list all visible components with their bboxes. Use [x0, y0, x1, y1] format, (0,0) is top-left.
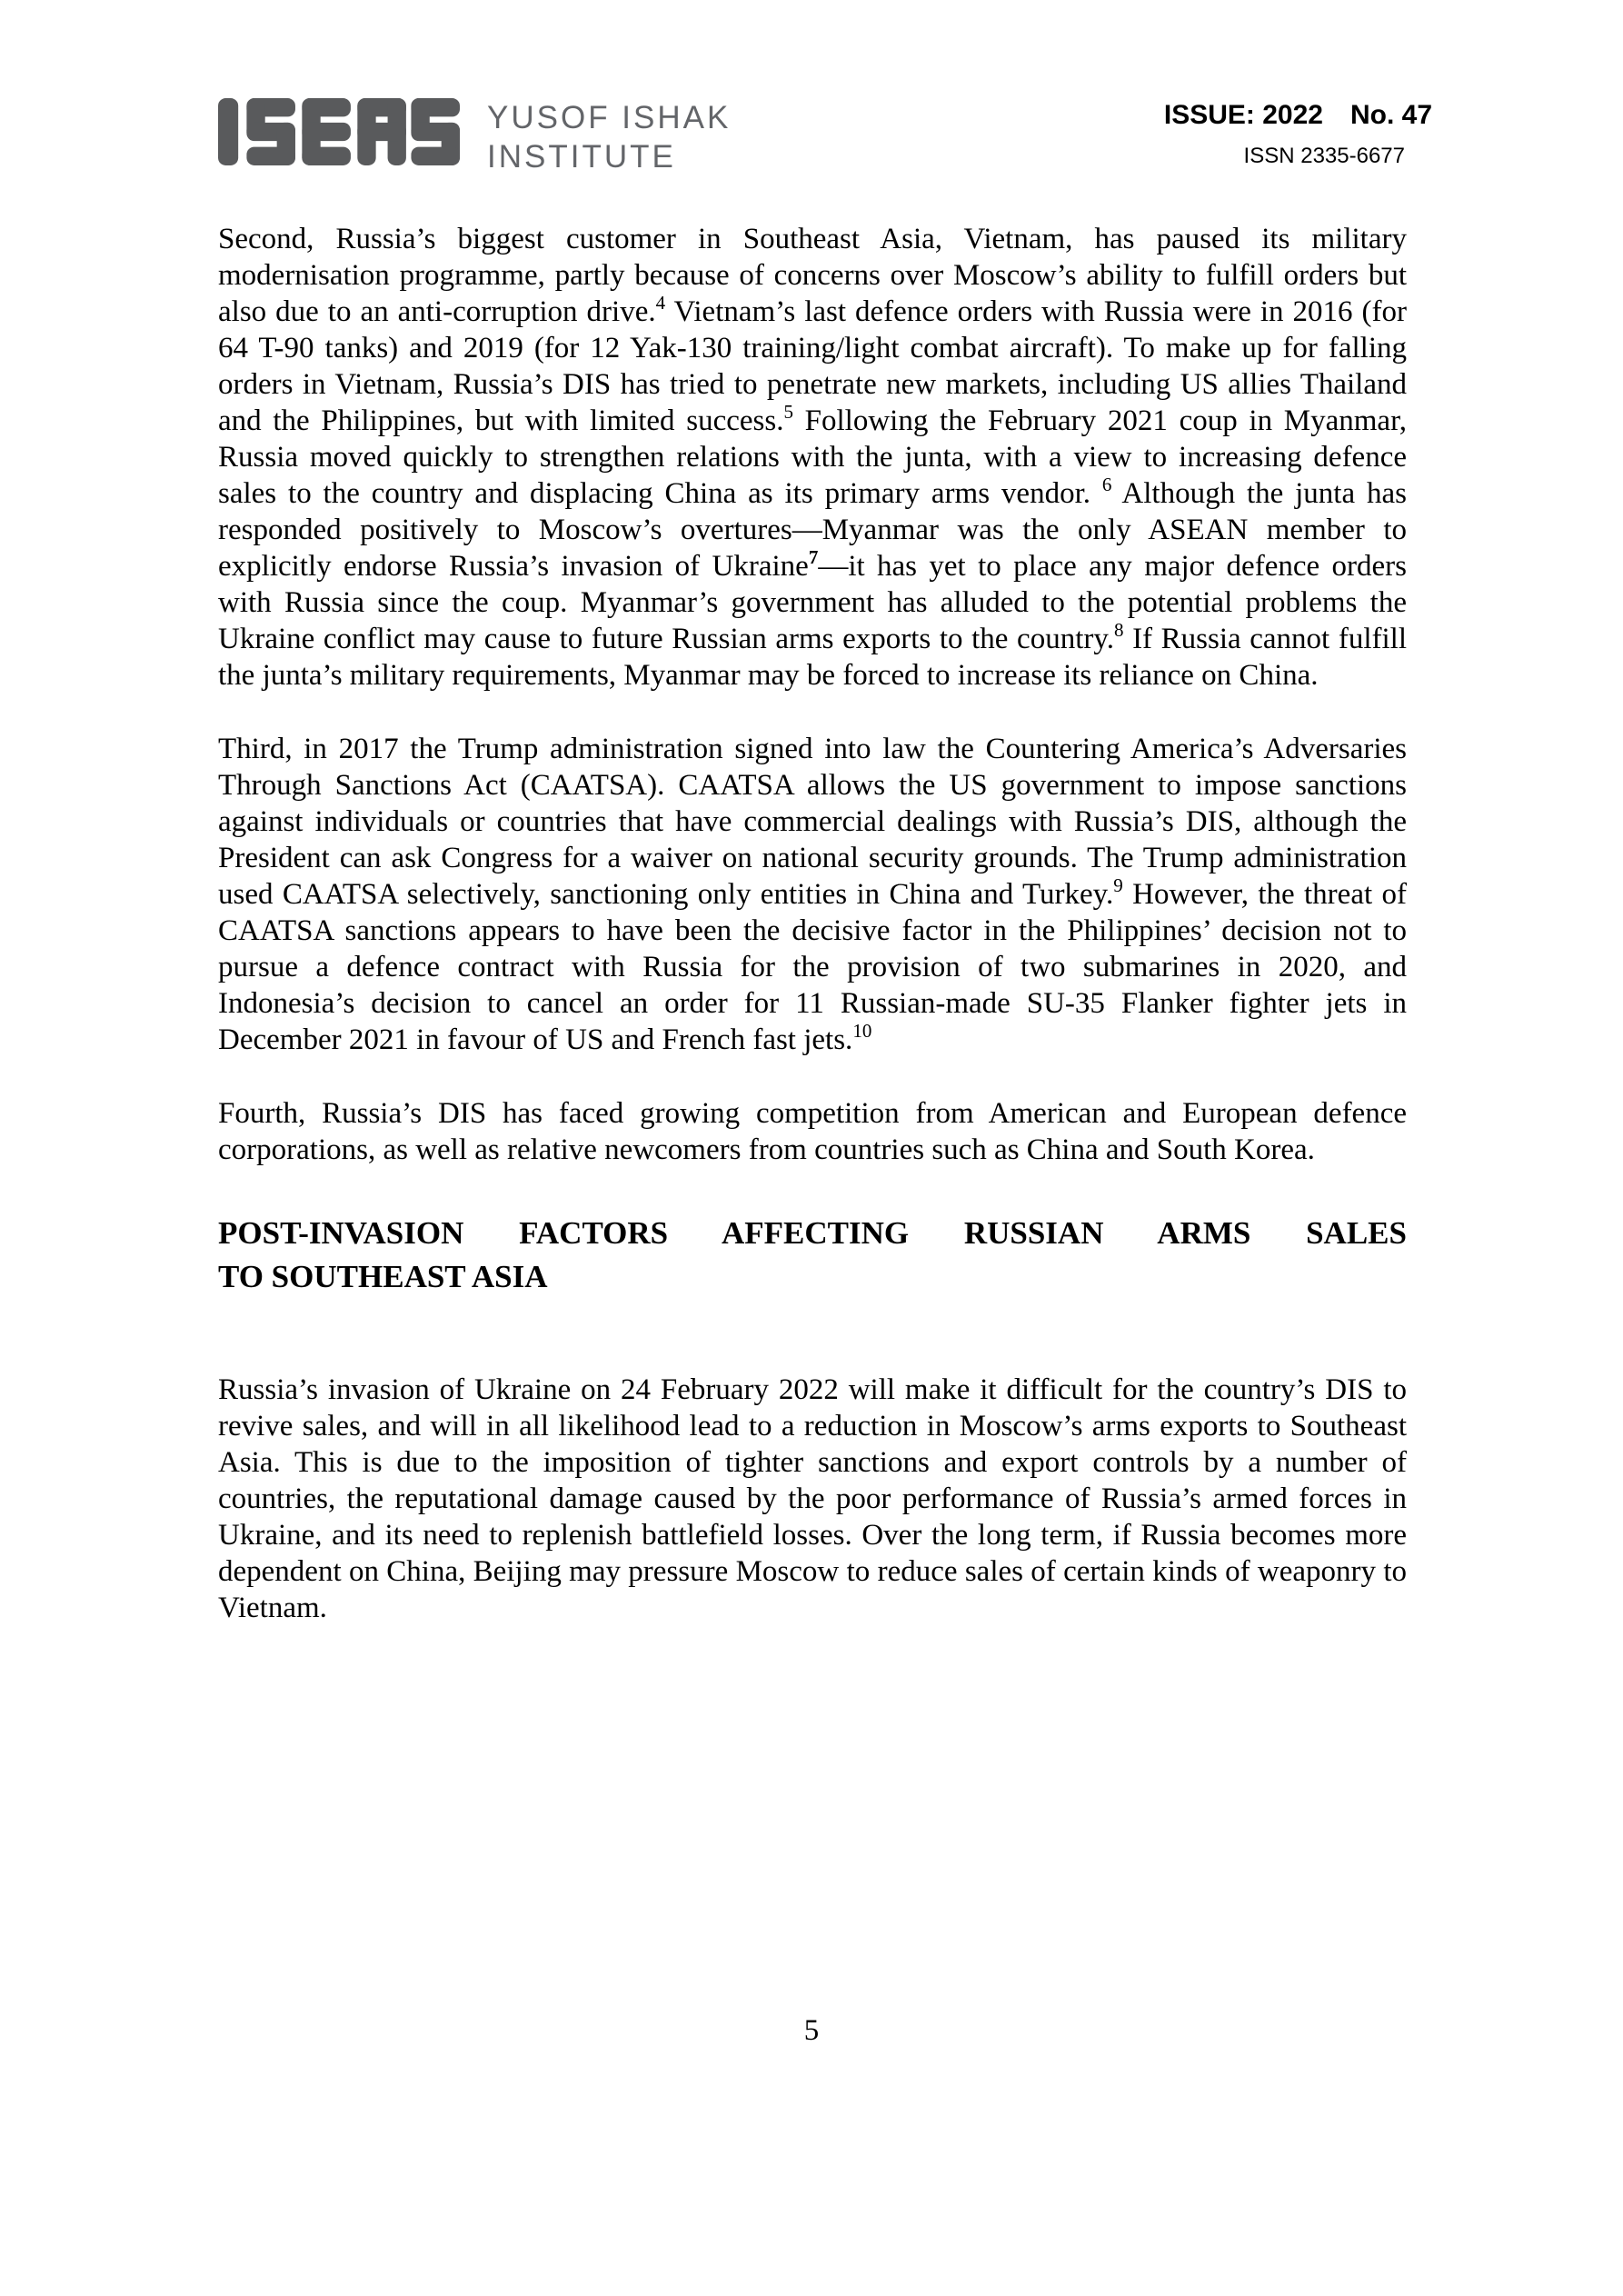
footnote-reference: 8 — [1113, 619, 1124, 641]
body-paragraph: Second, Russia’s biggest customer in Southeast Asia, Vietnam, has paused its military modernisation programme, partly because of concerns over Moscow’s ability to fulfill orders but also due to an anti-corruption drive.$^4$ Vietnam’s last defence orders with Russia were in 2016 (for 64 T-90 tanks) and 2019 (for 12 Yak-130 training/light combat aircraft). To make up for falling orders in Vietnam, Russia’s DIS has tried to penetrate new markets, including US allies Thailand and the Philippines, but with limited success.$^5$ Following the February 2021 coup in Myanmar, Russia moved quickly to strengthen relations with the junta, with a view to increasing defence sales to the country and displacing China as its primary arms vendor. $^6$ Although the junta has responded positively to Moscow’s overtures—Myanmar was the only ASEAN member to explicitly endorse Russia’s invasion of Ukraine$^7$—it has yet to place any major defence orders with Russia since the coup. Myanmar’s government has alluded to the potential problems the Ukraine conflict may cause to future Russian arms exports to the country.$^8$ If Russia cannot fulfill the junta’s military requirements, Myanmar may be forced to increase its reliance on China. — [218, 223, 1407, 692]
institute-name-line2: INSTITUTE — [487, 139, 676, 175]
issue-line — [1164, 100, 1432, 131]
section-heading-line1: POST-INVASION FACTORS AFFECTING RUSSIAN ARMS SALES — [218, 1215, 1407, 1251]
page-header — [218, 96, 1432, 176]
section-heading-line2: TO SOUTHEAST ASIA — [218, 1259, 548, 1294]
iseas-logo — [218, 96, 731, 176]
footnote-reference: 4 — [655, 292, 666, 314]
issue-label: ISSUE: 2022 — [1163, 100, 1323, 130]
issn-number: ISSN 2335-6677 — [1243, 144, 1405, 168]
body-paragraph: Third, in 2017 the Trump administration signed into law the Countering America’s Adversaries Through Sanctions Act (CAATSA). CAATSA allows the US government to impose sanctions against individuals or countries that have commercial dealings with Russia’s DIS, although the President can ask Congress for a waiver on national security grounds. The Trump administration used CAATSA selectively, sanctioning only entities in China and Turkey.$^9$ However, the threat of CAATSA sanctions appears to have been the decisive factor in the Philippines’ decision not to pursue a defence contract with Russia for the provision of two submarines in 2020, and Indonesia’s decision to cancel an order for 11 Russian-made SU-35 Flanker fighter jets in December 2021 in favour of US and French fast jets.$^{10}$ — [218, 733, 1407, 1056]
footnote-reference: 10 — [852, 1020, 872, 1042]
footnote-reference: 9 — [1113, 874, 1123, 896]
closing-paragraph: Russia’s invasion of Ukraine on 24 February 2022 will make it difficult for the country’s DIS to revive sales, and will in all likelihood lead to a reduction in Moscow’s arms exports to Southeast Asia. This is due to the imposition of tighter sanctions and export controls by a number of countries, the reputational damage caused by the poor performance of Russia’s armed forces in Ukraine, and its need to replenish battlefield losses. Over the long term, if Russia becomes more dependent on China, Beijing may pressure Moscow to reduce sales of certain kinds of weaponry to Vietnam. — [218, 1373, 1407, 1624]
issue-info — [1164, 96, 1432, 169]
issue-number: No. 47 — [1349, 100, 1432, 130]
institute-name-line1: YUSOF ISHAK — [487, 100, 732, 135]
page-number: 5 — [803, 2014, 820, 2047]
article-body — [218, 221, 1407, 1663]
institute-name — [487, 98, 731, 176]
section-heading — [218, 1212, 1407, 1299]
footnote-reference: 5 — [783, 401, 793, 423]
body-paragraphs — [218, 221, 1407, 1168]
iseas-logo-icon — [218, 98, 460, 165]
body-paragraph: Fourth, Russia’s DIS has faced growing competition from American and European defence corporations, as well as relative newcomers from countries such as China and South Korea. — [218, 1097, 1407, 1166]
footnote-reference: 6 — [1101, 474, 1112, 495]
footnote-reference: 7 — [808, 546, 819, 568]
